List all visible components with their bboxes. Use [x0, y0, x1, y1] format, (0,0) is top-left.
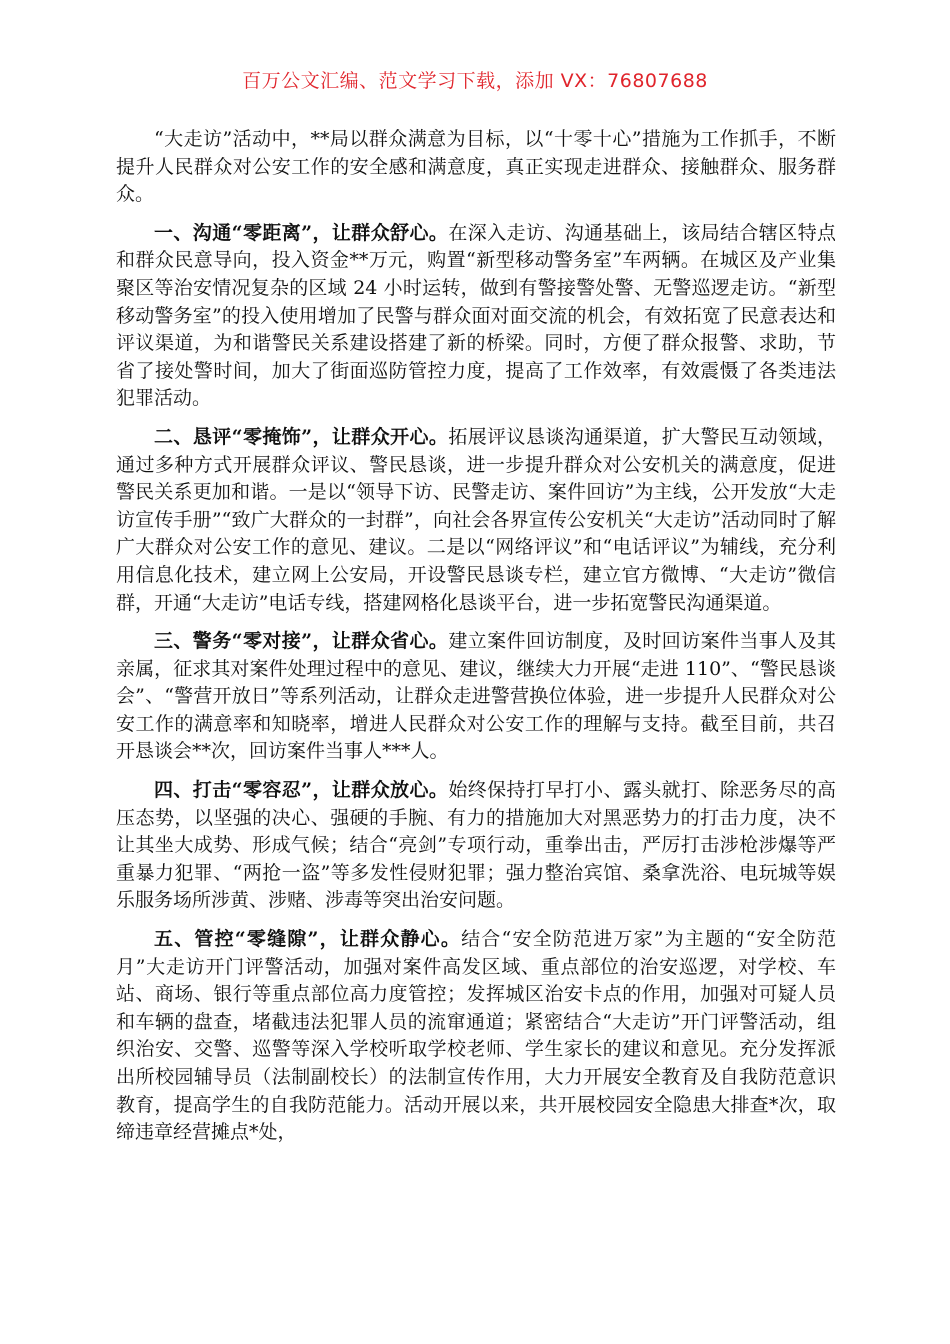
section-5-body: 结合“安全防范进万家”为主题的“安全防范月”大走访开门评警活动，加强对案件高发区域、重点部位的治安巡逻，对学校、车站、商场、银行等重点部位高力度管控；发挥城区治安卡点的作用，加强对可疑人员和车辆的盘查，堵截违法犯罪人员的流窜通道；紧密结合“大走访”开门评警活动，组织治安、交警、巡警等深入学校听取学校老师、学生家长的建议和意见。充分发挥派出所校园辅导员（法制副校长）的法制宣传作用，大力开展安全教育及自我防范意识教育，提高学生的自我防范能力。活动开展以来，共开展校园安全隐患大排查*次，取缔违章经营摊点*处，	[116, 928, 836, 1144]
section-3-body: 建立案件回访制度，及时回访案件当事人及其亲属，征求其对案件处理过程中的意见、建议，继续大力开展“走进 110”、“警民恳谈会”、“警营开放日”等系列活动，让群众走进警营换位体验，进一步提升人民群众对公安工作的满意率和知晓率，增进人民群众对公安工作的理解与支持。截至目前，共召开恳谈会**次，回访案件当事人***人。	[116, 630, 836, 763]
section-2-heading: 二、恳评“零掩饰”，让群众开心。	[154, 425, 449, 448]
section-2-body: 拓展评议恳谈沟通渠道，扩大警民互动领域，通过多种方式开展群众评议、警民恳谈，进一步提升群众对公安机关的满意度，促进警民关系更加和谐。一是以“领导下访、民警走访、案件回访”为主线，公开发放“大走访宣传手册”“致广大群众的一封群”，向社会各界宣传公安机关“大走访”活动同时了解广大群众对公安工作的意见、建议。二是以“网络评议”和“电话评议”为辅线，充分利用信息化技术，建立网上公安局，开设警民恳谈专栏，建立官方微博、“大走访”微信群，开通“大走访”电话专线，搭建网格化恳谈平台，进一步拓宽警民沟通渠道。	[116, 425, 836, 614]
section-4-heading: 四、打击“零容忍”，让群众放心。	[154, 779, 449, 802]
document-body	[116, 126, 836, 1158]
section-4-paragraph	[116, 777, 836, 915]
section-5-heading: 五、管控“零缝隙”，让群众静心。	[154, 928, 462, 951]
section-1-body: 在深入走访、沟通基础上，该局结合辖区特点和群众民意导向，投入资金**万元，购置“新型移动警务室”车两辆。在城区及产业集聚区等治安情况复杂的区域 24 小时运转，做到有警接警处警、无警巡逻走访。“新型移动警务室”的投入使用增加了民警与群众面对面交流的机会，有效拓宽了民意表达和评议渠道，为和谐警民关系建设搭建了新的桥梁。同时，方便了群众报警、求助，节省了接处警时间，加大了街面巡防管控力度，提高了工作效率，有效震慑了各类违法犯罪活动。	[116, 221, 836, 410]
section-3-heading: 三、警务“零对接”，让群众省心。	[154, 630, 449, 653]
section-2-paragraph	[116, 424, 836, 617]
section-4-body: 始终保持打早打小、露头就打、除恶务尽的高压态势，以坚强的决心、强硬的手腕、有力的措施加大对黑恶势力的打击力度，决不让其坐大成势、形成气候；结合“亮剑”专项行动，重拳出击，严厉打击涉枪涉爆等严重暴力犯罪、“两抢一盗”等多发性侵财犯罪；强力整治宾馆、桑拿洗浴、电玩城等娱乐服务场所涉黄、涉赌、涉毒等突出治安问题。	[116, 779, 836, 912]
section-5-paragraph	[116, 926, 836, 1147]
section-3-paragraph	[116, 628, 836, 766]
section-1-heading: 一、沟通“零距离”，让群众舒心。	[154, 221, 449, 244]
download-banner: 百万公文汇编、范文学习下载，添加 VX：76807688	[242, 70, 708, 92]
section-1-paragraph	[116, 220, 836, 413]
intro-paragraph: “大走访”活动中，**局以群众满意为目标，以“十零十心”措施为工作抓手，不断提升人民群众对公安工作的安全感和满意度，真正实现走进群众、接触群众、服务群众。	[116, 128, 836, 206]
